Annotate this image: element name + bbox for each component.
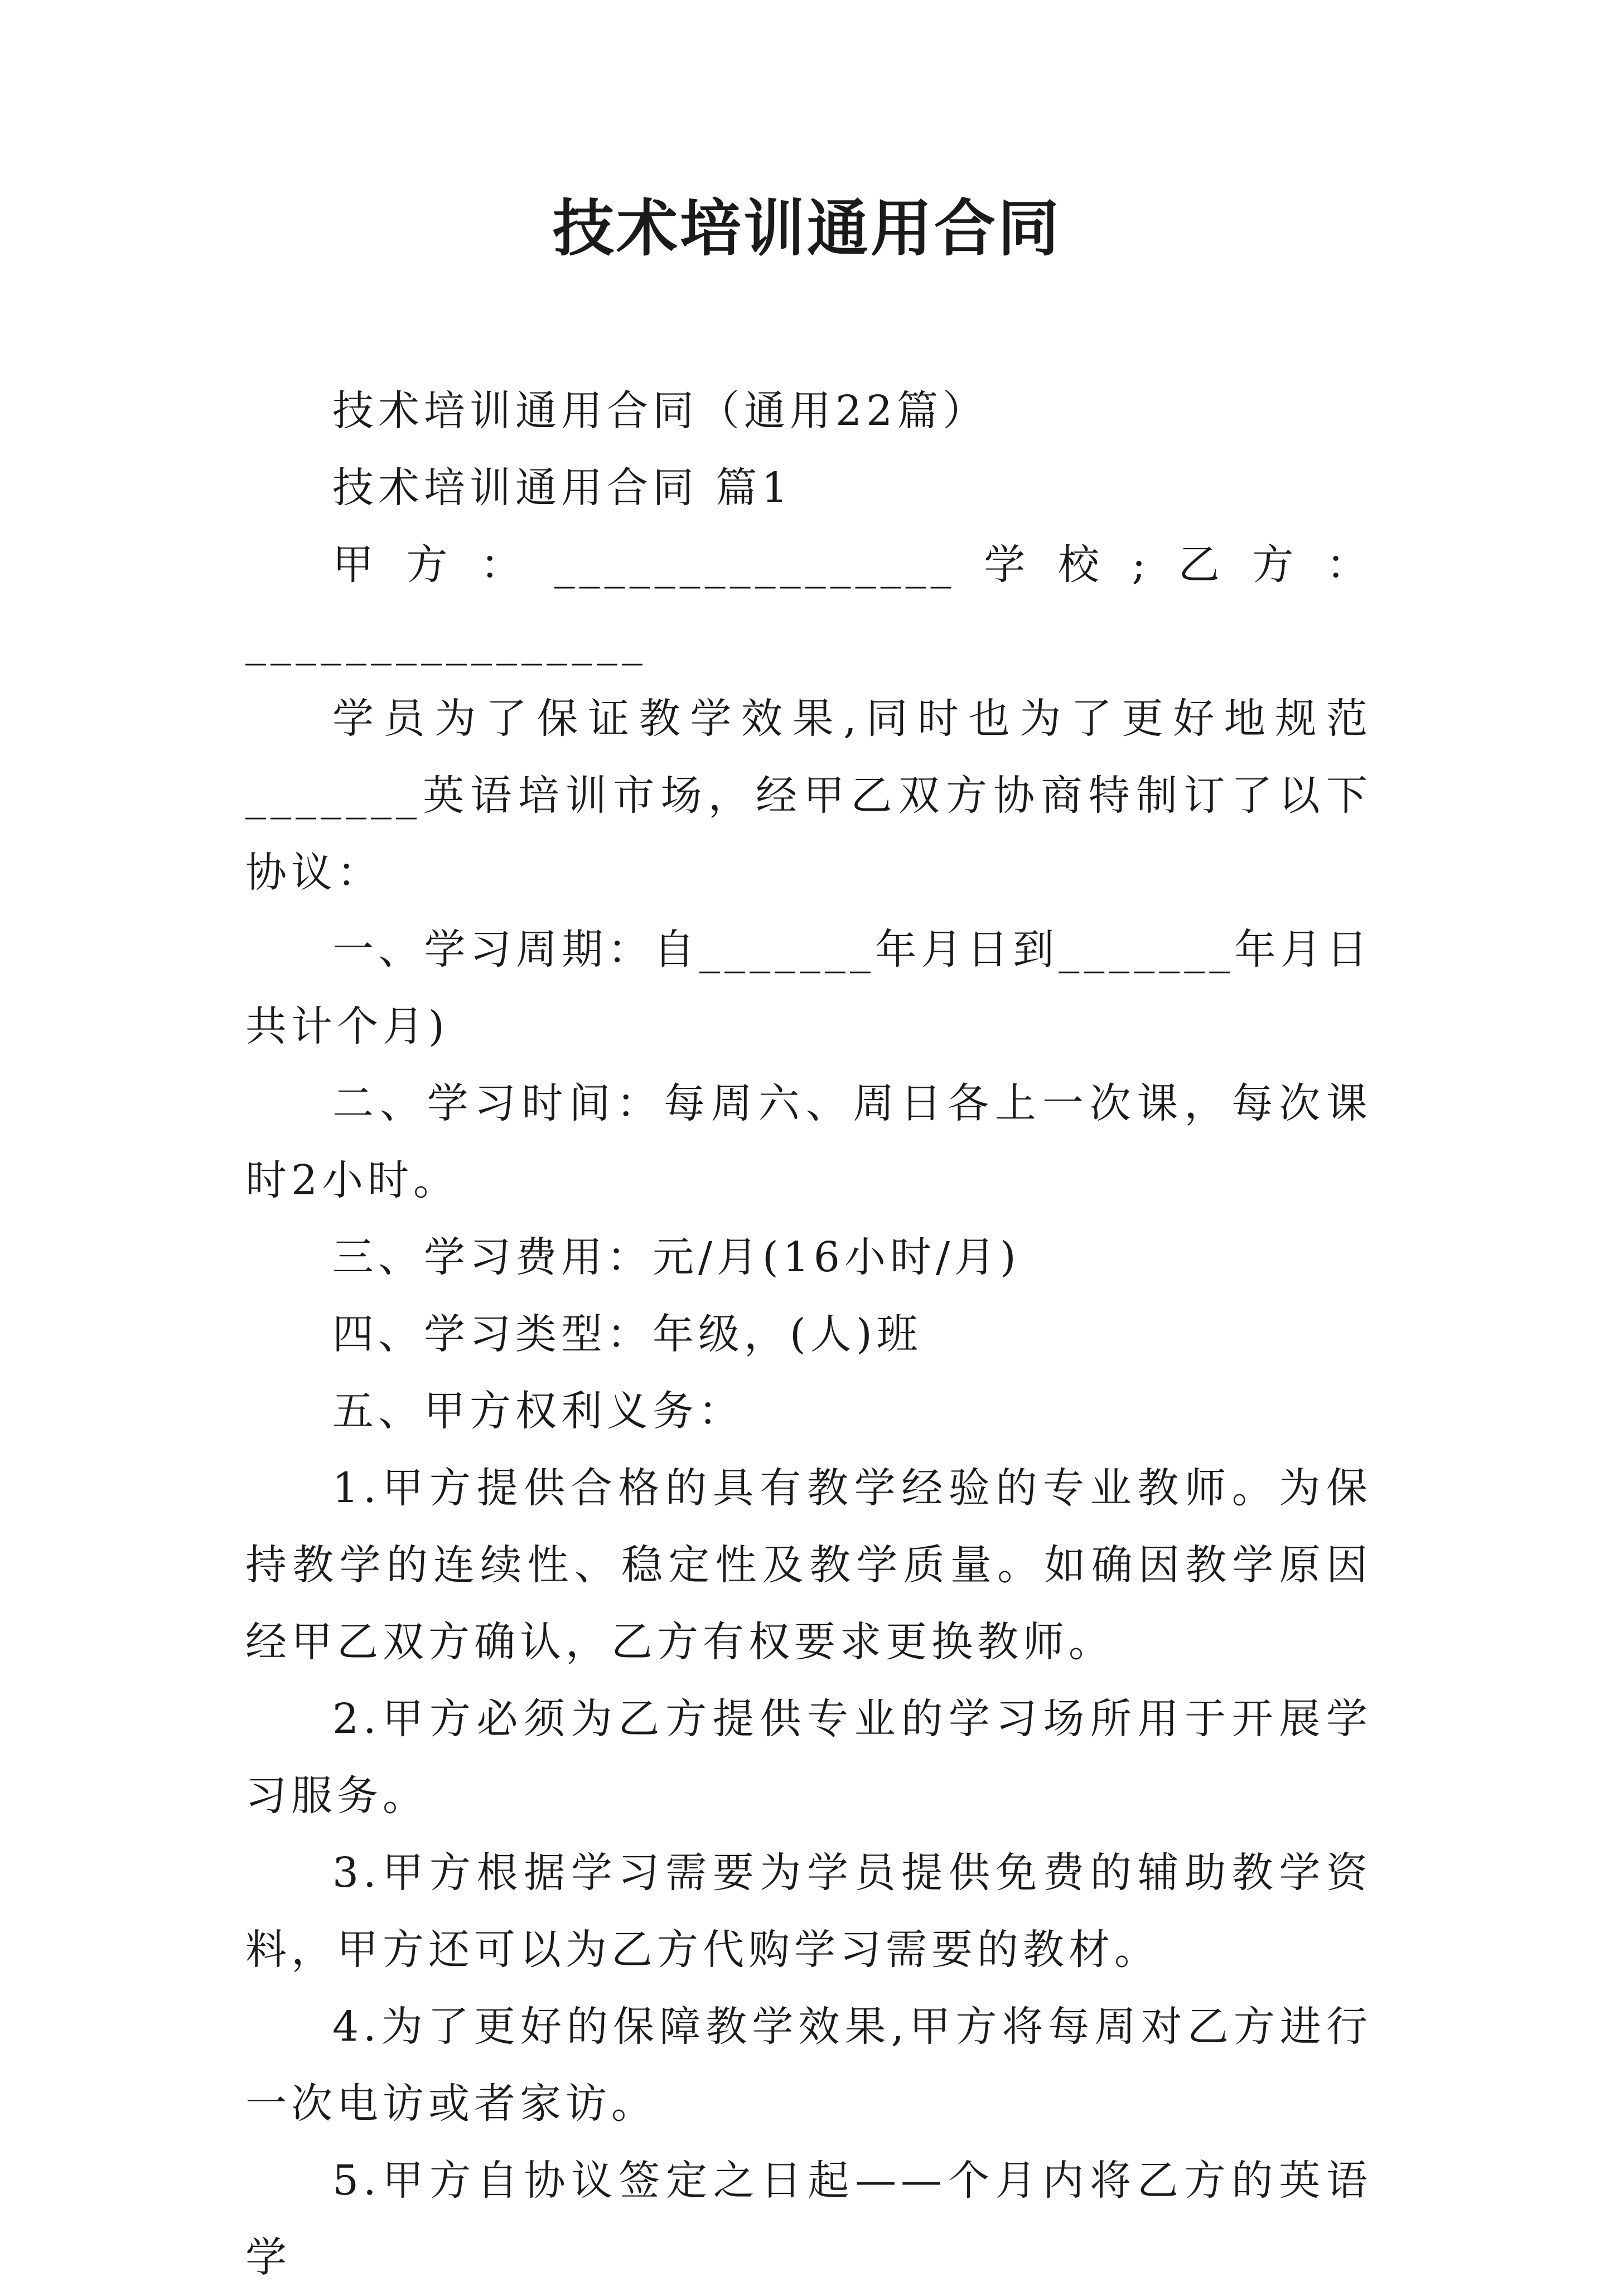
paragraph-item-2: 2.甲方必须为乙方提供专业的学习场所用于开展学习服务。 — [245, 1695, 1372, 1820]
paragraph-subtitle: 技术培训通用合同（通用22篇） — [332, 387, 989, 435]
paragraph-parties: 甲方：________________学校;乙方：________________ — [245, 541, 1372, 666]
paragraph-item-5: 5.甲方自协议签定之日起——个月内将乙方的英语学 — [245, 2157, 1372, 2282]
paragraph-clause-2: 二、学习时间：每周六、周日各上一次课，每次课时2小时。 — [245, 1079, 1372, 1204]
document-title: 技术培训通用合同 — [553, 192, 1061, 264]
paragraph-preamble: 学员为了保证教学效果,同时也为了更好地规范_______英语培训市场，经甲乙双方协商特制订了以下协议： — [245, 695, 1372, 897]
paragraph-item-1: 1.甲方提供合格的具有教学经验的专业教师。为保持教学的连续性、稳定性及教学质量。如确因教学原因经甲乙双方确认，乙方有权要求更换教师。 — [245, 1464, 1372, 1666]
paragraph-clause-4: 四、学习类型：年级，(人)班 — [332, 1310, 922, 1358]
paragraph-clause-5: 五、甲方权利义务： — [332, 1387, 744, 1435]
paragraph-item-3: 3.甲方根据学习需要为学员提供免费的辅助教学资料，甲方还可以为乙方代购学习需要的教材。 — [245, 1849, 1372, 1974]
paragraph-clause-3: 三、学习费用：元/月(16小时/月) — [332, 1233, 1021, 1281]
paragraph-section-heading: 技术培训通用合同 篇1 — [332, 464, 792, 512]
document-body — [245, 372, 1372, 2296]
paragraph-clause-1: 一、学习周期：自_______年月日到_______年月日共计个月) — [245, 926, 1372, 1050]
paragraph-item-4: 4.为了更好的保障教学效果,甲方将每周对乙方进行一次电访或者家访。 — [245, 2003, 1372, 2128]
